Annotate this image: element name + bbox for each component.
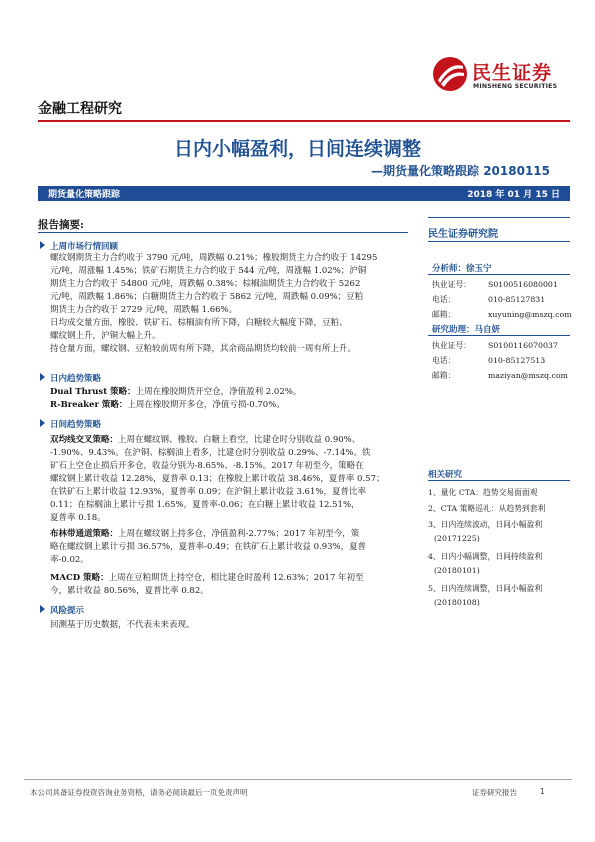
text-line: 率-0.02。 (50, 555, 89, 565)
dma-strategy-text (50, 434, 408, 525)
text-line: 0.11；在棕榈油上累计亏损 1.65%，夏普率-0.06；在白糖上累计收益 12.51%， (50, 500, 360, 510)
assistant-heading: 研究助理：马自妍 (432, 325, 501, 335)
brand-logo (432, 56, 572, 94)
page-number: 1 (540, 787, 545, 796)
section-intraday: 日内趋势策略 (40, 372, 101, 384)
related-item[interactable]: 5、日内连续调整，日间小幅盈利 (428, 584, 543, 593)
report-title: 日内小幅盈利，日间连续调整 (173, 138, 421, 160)
related-item[interactable]: 1、量化 CTA：趋势交易面面观 (428, 488, 538, 497)
brand-name-en: MINSHENG SECURITIES (473, 83, 558, 90)
risk-text: 回测基于历史数据，不代表未来表现。 (50, 620, 195, 630)
text-line: 布林带通道策略：上周在螺纹钢上持多仓，净值盈利-2.77%；2017 年初至今，策 (50, 529, 360, 539)
text-line: 持仓量方面，螺纹钢、豆粕较前周有所下降，其余商品期货均较前一周有所上升。 (50, 344, 357, 354)
related-item-date: (20180108) (434, 598, 480, 607)
related-item-date: (20180101) (434, 566, 480, 575)
text-line: 元/吨，周涨幅 1.45%；铁矿石期货主力合约收于 544 元/吨，周涨幅 1.02%；沪铜 (50, 266, 367, 276)
text-line: -1.90%、9.43%。在沪铜、棕榈油上看多，比建仓时分别收益 0.29%、-7.14%。铁 (50, 448, 371, 458)
analyst-rule (428, 274, 570, 275)
minsheng-logo-icon (432, 56, 468, 92)
related-research-rule (428, 480, 570, 481)
triangle-bullet-icon (40, 241, 45, 249)
institute-name: 民生证券研究院 (428, 229, 498, 240)
department-label: 金融工程研究 (38, 101, 122, 117)
assistant-phone: 电话： 010-85127513 (432, 356, 546, 365)
rbreaker-line: R-Breaker 策略：上周在橡胶期开多仓，净值亏损-0.70%。 (50, 400, 285, 410)
text-line: 双均线交叉策略：上周在螺纹钢、橡胶、白糖上看空，比建仓时分别收益 0.90%、 (50, 435, 361, 445)
text-line: 螺纹钢上升，沪铜大幅上升。 (50, 331, 161, 341)
related-research-heading: 相关研究 (428, 470, 463, 480)
abstract-divider (38, 232, 408, 233)
footer-doc-type: 证券研究报告 (472, 788, 517, 797)
section-risk: 风险提示 (40, 604, 84, 616)
footer-disclaimer: 本公司具备证券投资咨询业务资格，请务必阅读最后一页免责声明 (30, 788, 248, 797)
report-subtitle: —期货量化策略跟踪 20180115 (371, 164, 550, 178)
text-line: 今，累计收益 80.56%，夏普比率 0.82。 (50, 586, 209, 596)
text-line: 元/吨，周跌幅 1.86%；白糖期货主力合约收于 5862 元/吨，周跌幅 0.09%；豆粕 (50, 292, 364, 302)
analyst-email[interactable]: 邮箱： xuyuning@mszq.com (432, 310, 572, 319)
analyst-license: 执业证号： S0100516080001 (432, 280, 558, 289)
triangle-bullet-icon (40, 373, 45, 381)
analyst-heading: 分析师：徐玉宁 (432, 264, 492, 274)
text-line: MACD 策略：上周在豆粕期货上持空仓，相比建仓时盈利 12.63%；2017 年初至 (50, 573, 364, 583)
dual-thrust-line: Dual Thrust 策略：上周在橡胶期货开空仓，净值盈利 2.02%。 (50, 387, 302, 397)
text-line: 略在螺纹钢上累计亏损 36.57%，夏普率-0.49；在铁矿石上累计收益 0.93%，夏普 (50, 542, 367, 552)
brand-name-cn: 民生证券 (472, 62, 553, 84)
section-interday: 日间趋势策略 (40, 418, 101, 430)
related-item[interactable]: 3、日内连续波动，日间小幅盈利 (428, 520, 543, 529)
text-line: 夏普率 0.18。 (50, 513, 106, 523)
assistant-email[interactable]: 邮箱： maziyan@mszq.com (432, 371, 568, 380)
section-market-review: 上周市场行情回顾 (40, 240, 118, 252)
triangle-bullet-icon (40, 419, 45, 427)
sidebar-top-rule (428, 217, 570, 218)
report-date: 2018 年 01 月 15 日 (467, 190, 560, 200)
text-line: 矿石上空仓止损后开多仓，收益分别为-8.65%、-8.15%。2017 年初至今，策略在 (50, 461, 364, 471)
text-line: 期货主力合约收于 2729 元/吨，周跌幅 1.66%。 (50, 305, 238, 315)
category-label: 期货量化策略跟踪 (48, 190, 121, 200)
triangle-bullet-icon (40, 605, 45, 613)
related-item[interactable]: 4、日内小幅调整，日间持续盈利 (428, 552, 543, 561)
sidebar-rule (428, 241, 570, 242)
text-line: 在铁矿石上累计收益 12.93%，夏普率 0.09；在沪铜上累计收益 3.61%，夏普比率 (50, 487, 366, 497)
abstract-heading: 报告摘要: (38, 219, 84, 231)
text-line: 期货主力合约收于 54800 元/吨，周跌幅 0.38%；棕榈油期货主力合约收于 5262 (50, 279, 361, 289)
header-divider (38, 120, 570, 122)
intraday-text (50, 386, 408, 412)
macd-strategy-text (50, 572, 408, 598)
footer-rule (24, 779, 572, 780)
text-line: 螺纹钢期货主力合约收于 3790 元/吨，周跌幅 0.21%；橡胶期货主力合约收于 14295 (50, 253, 378, 263)
text-line: 螺纹钢上累计收益 12.28%，夏普率 0.13；在橡胶上累计收益 38.46%，夏普率 0.57； (50, 474, 385, 484)
text-line: 日均成交量方面，橡胶、铁矿石、棕榈油有所下降，白糖较大幅度下降，豆粕、 (50, 318, 348, 328)
assistant-rule (428, 335, 570, 336)
assistant-license: 执业证号： S0100116070037 (432, 341, 558, 350)
analyst-phone: 电话： 010-85127831 (432, 295, 546, 304)
boll-strategy-text (50, 528, 408, 567)
related-item[interactable]: 2、CTA 策略巡礼：从趋势到套利 (428, 504, 546, 513)
market-review-text (50, 252, 408, 356)
related-item-date: (20171225) (434, 534, 480, 543)
